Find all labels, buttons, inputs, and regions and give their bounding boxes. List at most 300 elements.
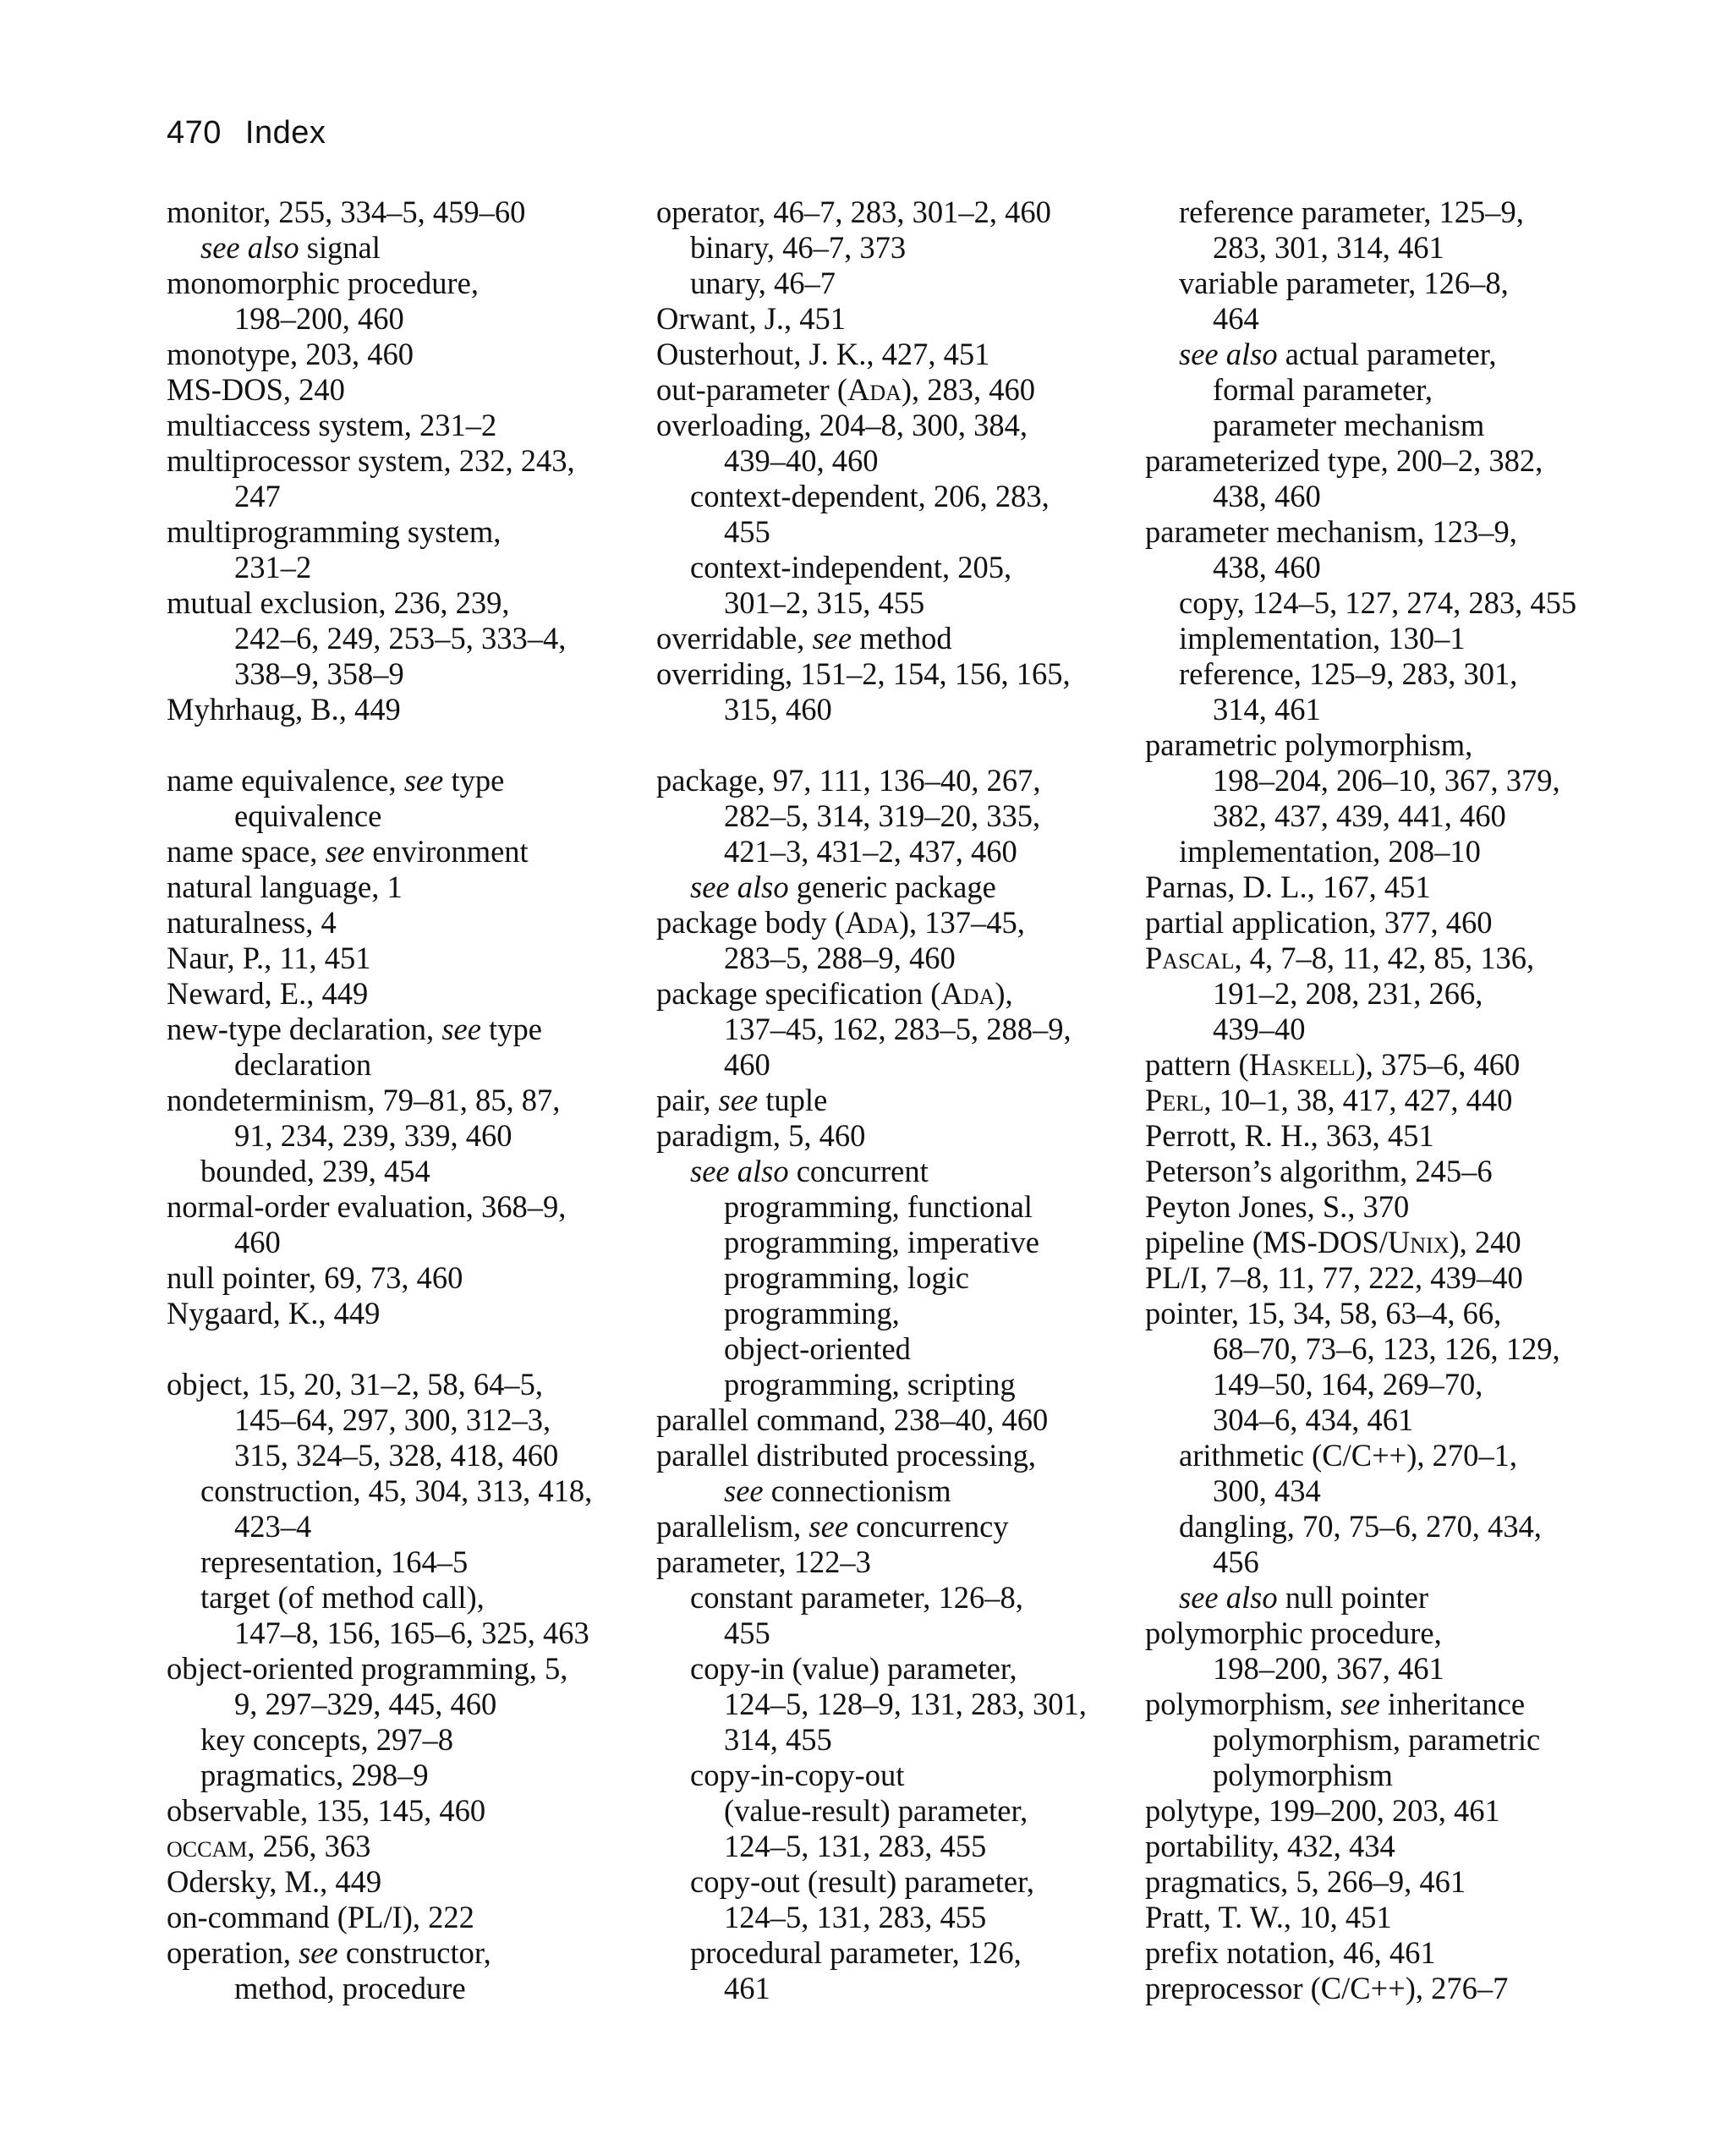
index-text: 198–200, 367, 461 — [1213, 1651, 1444, 1686]
index-text: portability, 432, 434 — [1145, 1829, 1395, 1863]
index-text: key concepts, 297–8 — [200, 1722, 454, 1757]
index-entry-line — [656, 1473, 1130, 1509]
index-text: ), 137–45, — [898, 905, 1025, 940]
index-entry-line — [656, 976, 1130, 1012]
index-text: parallelism, — [656, 1509, 809, 1544]
index-entry-line — [1145, 1971, 1636, 2006]
index-entry-line — [167, 585, 623, 621]
index-text: , 4, 7–8, 11, 42, 85, 136, — [1234, 941, 1535, 975]
index-text: object-oriented — [724, 1331, 911, 1366]
index-entry-line — [656, 1083, 1130, 1118]
index-text: monotype, 203, 460 — [167, 337, 414, 371]
header-title: Index — [244, 115, 326, 151]
index-text: declaration — [234, 1047, 372, 1082]
index-entry-line — [1145, 798, 1636, 834]
index-entry-line — [167, 834, 623, 870]
index-entry-line — [167, 1971, 623, 2006]
index-entry-line — [1145, 550, 1636, 585]
index-text: Peterson’s algorithm, 245–6 — [1145, 1154, 1493, 1188]
index-text: 191–2, 208, 231, 266, — [1213, 976, 1483, 1011]
index-text: package body ( — [656, 905, 845, 940]
index-text: Ada — [940, 976, 995, 1011]
index-entry-line — [167, 1509, 623, 1544]
index-text: 461 — [724, 1971, 770, 2005]
index-text: copy-in-copy-out — [690, 1758, 905, 1792]
index-entry-line — [1145, 1616, 1636, 1651]
index-text: 456 — [1213, 1544, 1259, 1579]
index-text: Unix — [1387, 1225, 1450, 1259]
index-text: 464 — [1213, 301, 1259, 336]
index-text: Haskell — [1248, 1047, 1356, 1082]
index-entry-line — [1145, 1083, 1636, 1118]
index-entry-line — [1145, 301, 1636, 337]
index-text: programming, logic — [724, 1260, 969, 1295]
index-entry-line — [167, 1758, 623, 1793]
index-text: programming, scripting — [724, 1367, 1016, 1402]
index-entry-line — [167, 1544, 623, 1580]
index-entry-line — [1145, 195, 1636, 230]
index-text: natural language, 1 — [167, 870, 403, 904]
index-entry-line — [656, 798, 1130, 834]
index-entry-line — [656, 230, 1130, 266]
index-text: polymorphic procedure, — [1145, 1616, 1442, 1650]
index-entry-line — [1145, 692, 1636, 727]
index-text: programming, — [724, 1296, 900, 1330]
index-entry-line — [1145, 621, 1636, 656]
index-entry-line — [656, 621, 1130, 656]
index-entry-line — [167, 408, 623, 443]
index-text: implementation, 130–1 — [1179, 621, 1466, 656]
index-text: 304–6, 434, 461 — [1213, 1402, 1414, 1437]
index-entry-line — [167, 1154, 623, 1189]
index-text: object, 15, 20, 31–2, 58, 64–5, — [167, 1367, 544, 1402]
index-text: MS-DOS, 240 — [167, 372, 345, 407]
index-entry-line — [1145, 1189, 1636, 1225]
index-entry-line — [656, 195, 1130, 230]
index-text: , 10–1, 38, 417, 427, 440 — [1203, 1083, 1513, 1117]
index-entry-line — [167, 1367, 623, 1402]
index-text: concurrency — [848, 1509, 1009, 1544]
index-entry-line — [167, 337, 623, 372]
index-entry-line — [656, 870, 1130, 905]
index-text: 314, 455 — [724, 1722, 832, 1757]
index-text: see — [1340, 1687, 1380, 1721]
index-text: 423–4 — [234, 1509, 312, 1544]
index-text: package, 97, 111, 136–40, 267, — [656, 763, 1041, 798]
index-text: 438, 460 — [1213, 479, 1321, 513]
index-entry-line — [656, 1900, 1130, 1935]
index-text: 439–40, 460 — [724, 443, 879, 478]
index-entry-line — [656, 1225, 1130, 1260]
index-text: environment — [364, 834, 529, 869]
index-entry-line — [1145, 1473, 1636, 1509]
index-text: equivalence — [234, 798, 382, 833]
index-text: see — [718, 1083, 759, 1117]
index-text: see — [724, 1473, 764, 1508]
index-entry-line — [656, 550, 1130, 585]
index-text: 460 — [234, 1225, 281, 1259]
index-text: 338–9, 358–9 — [234, 656, 404, 691]
index-entry-line — [1145, 763, 1636, 798]
index-entry-line — [1145, 1438, 1636, 1473]
index-entry-line — [167, 1900, 623, 1935]
index-text: normal-order evaluation, 368–9, — [167, 1189, 567, 1224]
index-entry-line — [656, 1935, 1130, 1971]
index-entry-line — [656, 443, 1130, 479]
index-text: see also — [690, 870, 789, 904]
index-entry-line — [1145, 372, 1636, 408]
index-text: partial application, 377, 460 — [1145, 905, 1493, 940]
index-entry-line — [1145, 1509, 1636, 1544]
index-text: polymorphism, — [1145, 1687, 1341, 1721]
index-entry-line — [167, 1083, 623, 1118]
index-entry-line — [1145, 408, 1636, 443]
index-entry-line — [167, 1616, 623, 1651]
index-text: Odersky, M., 449 — [167, 1864, 382, 1899]
index-text: reference, 125–9, 283, 301, — [1179, 656, 1518, 691]
index-entry-line — [167, 1687, 623, 1722]
index-text: monomorphic procedure, — [167, 266, 479, 300]
index-entry-line — [1145, 1544, 1636, 1580]
index-entry-line — [1145, 941, 1636, 976]
index-entry-line — [1145, 1580, 1636, 1616]
index-entry-line — [167, 372, 623, 408]
index-entry-line — [167, 1260, 623, 1296]
index-text: 314, 461 — [1213, 692, 1321, 727]
index-entry-line — [1145, 1012, 1636, 1047]
index-text: Nygaard, K., 449 — [167, 1296, 381, 1330]
index-entry-line — [167, 656, 623, 692]
index-text: operation, — [167, 1935, 299, 1970]
index-text: 68–70, 73–6, 123, 126, 129, — [1213, 1331, 1560, 1366]
index-text: 124–5, 131, 283, 455 — [724, 1900, 987, 1934]
index-text: preprocessor (C/C++), 276–7 — [1145, 1971, 1509, 2005]
index-text: pragmatics, 298–9 — [200, 1758, 429, 1792]
index-text: concurrent — [788, 1154, 929, 1188]
index-entry-line — [656, 514, 1130, 550]
index-entry-line — [1145, 1331, 1636, 1367]
index-entry-line — [167, 1047, 623, 1083]
index-entry-line — [167, 692, 623, 727]
index-text: unary, 46–7 — [690, 266, 836, 300]
index-text: constructor, — [337, 1935, 491, 1970]
index-entry-line — [167, 1580, 623, 1616]
index-entry-line — [656, 266, 1130, 301]
index-text: nondeterminism, 79–81, 85, 87, — [167, 1083, 561, 1117]
index-entry-line — [167, 763, 623, 798]
index-entry-line — [167, 1225, 623, 1260]
index-entry-line — [656, 1367, 1130, 1402]
index-entry-line — [656, 479, 1130, 514]
index-entry-line — [1145, 1402, 1636, 1438]
index-entry-line — [656, 1722, 1130, 1758]
index-text: new-type declaration, — [167, 1012, 442, 1046]
index-text: see — [403, 763, 444, 798]
index-entry-line — [656, 1687, 1130, 1722]
index-entry-line — [1145, 1900, 1636, 1935]
index-text: 283, 301, 314, 461 — [1213, 230, 1444, 265]
index-entry-line — [656, 1260, 1130, 1296]
index-text: monitor, 255, 334–5, 459–60 — [167, 195, 526, 229]
index-text: Ousterhout, J. K., 427, 451 — [656, 337, 990, 371]
index-text: 283–5, 288–9, 460 — [724, 941, 956, 975]
index-text: see also — [200, 230, 299, 265]
index-entry-line — [1145, 1047, 1636, 1083]
index-text: formal parameter, — [1213, 372, 1433, 407]
index-text: pipeline (MS-DOS/ — [1145, 1225, 1388, 1259]
index-text: see also — [690, 1154, 789, 1188]
index-text: 455 — [724, 514, 770, 549]
index-text: 315, 324–5, 328, 418, 460 — [234, 1438, 559, 1473]
index-text: Pratt, T. W., 10, 451 — [1145, 1900, 1392, 1934]
index-text: context-dependent, 206, 283, — [690, 479, 1050, 513]
index-entry-line — [656, 1296, 1130, 1331]
index-entry-line — [656, 337, 1130, 372]
index-text: ), 375–6, 460 — [1355, 1047, 1521, 1082]
index-entry-line — [167, 514, 623, 550]
index-text: 124–5, 128–9, 131, 283, 301, — [724, 1687, 1087, 1721]
index-entry-line — [1145, 1864, 1636, 1900]
index-text: 247 — [234, 479, 281, 513]
index-text: 315, 460 — [724, 692, 832, 727]
index-entry-line — [656, 1118, 1130, 1154]
index-text: null pointer — [1277, 1580, 1428, 1615]
index-entry-line — [167, 479, 623, 514]
index-entry-line — [1145, 870, 1636, 905]
index-text: type — [443, 763, 505, 798]
index-entry-line — [656, 1047, 1130, 1083]
index-text: 300, 434 — [1213, 1473, 1321, 1508]
index-entry-line — [656, 1971, 1130, 2006]
index-text: 301–2, 315, 455 — [724, 585, 925, 620]
index-entry-line — [1145, 1118, 1636, 1154]
index-entry-line — [167, 905, 623, 941]
index-entry-line — [656, 1616, 1130, 1651]
index-text: generic package — [788, 870, 996, 904]
index-text: signal — [299, 230, 381, 265]
index-entry-line — [1145, 1154, 1636, 1189]
index-entry-line — [656, 1544, 1130, 1580]
index-text: binary, 46–7, 373 — [690, 230, 907, 265]
index-entry-line — [1145, 1793, 1636, 1829]
index-text: observable, 135, 145, 460 — [167, 1793, 486, 1828]
index-text: 137–45, 162, 283–5, 288–9, — [724, 1012, 1072, 1046]
index-entry-line — [656, 1793, 1130, 1829]
index-text: Peyton Jones, S., 370 — [1145, 1189, 1410, 1224]
index-text: parameterized type, 200–2, 382, — [1145, 443, 1543, 478]
index-text: target (of method call), — [200, 1580, 485, 1615]
index-text: pair, — [656, 1083, 719, 1117]
index-entry-line — [656, 1438, 1130, 1473]
index-text: 9, 297–329, 445, 460 — [234, 1687, 497, 1721]
index-entry-line — [167, 301, 623, 337]
index-entry-line — [1145, 443, 1636, 479]
index-text: name space, — [167, 834, 326, 869]
index-text: 438, 460 — [1213, 550, 1321, 584]
index-entry-line — [656, 372, 1130, 408]
index-entry-line — [656, 656, 1130, 692]
index-text: multiaccess system, 231–2 — [167, 408, 497, 442]
index-text: variable parameter, 126–8, — [1179, 266, 1509, 300]
index-text: 382, 437, 439, 441, 460 — [1213, 798, 1506, 833]
index-text: out-parameter ( — [656, 372, 847, 407]
index-entry-line — [1145, 1296, 1636, 1331]
index-entry-line — [1145, 976, 1636, 1012]
page-number: 470 — [167, 115, 222, 151]
index-entry-line — [1145, 585, 1636, 621]
index-text: multiprocessor system, 232, 243, — [167, 443, 575, 478]
index-text: 149–50, 164, 269–70, — [1213, 1367, 1483, 1402]
index-entry-line — [1145, 479, 1636, 514]
index-text: dangling, 70, 75–6, 270, 434, — [1179, 1509, 1542, 1544]
index-entry-line — [167, 1189, 623, 1225]
index-entry-line — [656, 1189, 1130, 1225]
index-entry-line — [167, 1438, 623, 1473]
index-entry-line — [167, 1864, 623, 1900]
index-entry-line — [656, 1331, 1130, 1367]
index-entry-line — [1145, 514, 1636, 550]
index-text: parameter, 122–3 — [656, 1544, 871, 1579]
index-entry-line — [1145, 656, 1636, 692]
index-text: 242–6, 249, 253–5, 333–4, — [234, 621, 567, 656]
index-text: multiprogramming system, — [167, 514, 502, 549]
index-entry-line — [1145, 834, 1636, 870]
index-entry-line — [656, 1758, 1130, 1793]
index-text: polymorphism — [1213, 1758, 1393, 1792]
index-entry-line — [167, 1402, 623, 1438]
index-text: procedural parameter, 126, — [690, 1935, 1022, 1970]
index-text: see — [808, 1509, 849, 1544]
index-text: Orwant, J., 451 — [656, 301, 847, 336]
index-entry-line — [1145, 1225, 1636, 1260]
index-entry-line — [1145, 1829, 1636, 1864]
index-text: see also — [1179, 337, 1278, 371]
index-text: connectionism — [763, 1473, 951, 1508]
index-text: Ada — [847, 372, 902, 407]
index-text: see also — [1179, 1580, 1278, 1615]
index-text: representation, 164–5 — [200, 1544, 469, 1579]
index-entry-line — [656, 1580, 1130, 1616]
index-text: 147–8, 156, 165–6, 325, 463 — [234, 1616, 589, 1650]
index-text: 282–5, 314, 319–20, 335, — [724, 798, 1041, 833]
index-text: PL/I, 7–8, 11, 77, 222, 439–40 — [1145, 1260, 1523, 1295]
index-text: Parnas, D. L., 167, 451 — [1145, 870, 1431, 904]
index-entry-line — [167, 1118, 623, 1154]
index-text: method, procedure — [234, 1971, 466, 2005]
index-entry-line — [167, 870, 623, 905]
index-text: see — [299, 1935, 338, 1970]
index-text: 198–204, 206–10, 367, 379, — [1213, 763, 1560, 798]
index-text: parametric polymorphism, — [1145, 727, 1473, 762]
index-entry-line — [656, 585, 1130, 621]
index-entry-line — [1145, 1758, 1636, 1793]
index-text: constant parameter, 126–8, — [690, 1580, 1023, 1615]
index-text: see — [812, 621, 852, 656]
index-text: occam — [167, 1829, 248, 1863]
index-entry-line — [1145, 266, 1636, 301]
index-text: inheritance — [1379, 1687, 1526, 1721]
index-text: overridable, — [656, 621, 813, 656]
index-text: Neward, E., 449 — [167, 976, 369, 1011]
index-text: parallel distributed processing, — [656, 1438, 1037, 1473]
index-text: reference parameter, 125–9, — [1179, 195, 1524, 229]
index-text: bounded, 239, 454 — [200, 1154, 430, 1188]
index-text: Pascal — [1145, 941, 1235, 975]
index-text: mutual exclusion, 236, 239, — [167, 585, 510, 620]
index-entry-line — [167, 1473, 623, 1509]
index-text: parameter mechanism — [1213, 408, 1485, 442]
index-text: 460 — [724, 1047, 770, 1082]
index-text: polytype, 199–200, 203, 461 — [1145, 1793, 1500, 1828]
index-entry-line — [167, 1793, 623, 1829]
index-text: copy, 124–5, 127, 274, 283, 455 — [1179, 585, 1577, 620]
index-text: overloading, 204–8, 300, 384, — [656, 408, 1028, 442]
index-text: , 256, 363 — [247, 1829, 371, 1863]
index-entry-line — [1145, 727, 1636, 763]
index-text: (value-result) parameter, — [724, 1793, 1028, 1828]
index-entry-line — [656, 763, 1130, 798]
index-text: 231–2 — [234, 550, 312, 584]
index-entry-line — [1145, 1651, 1636, 1687]
index-text: 455 — [724, 1616, 770, 1650]
index-text: on-command (PL/I), 222 — [167, 1900, 474, 1934]
index-entry-line — [656, 1651, 1130, 1687]
index-entry-line — [656, 301, 1130, 337]
index-text: type — [480, 1012, 542, 1046]
index-entry-line — [167, 798, 623, 834]
index-text: ), 283, 460 — [901, 372, 1036, 407]
index-entry-line — [167, 941, 623, 976]
index-entry-line — [167, 195, 623, 230]
index-text: context-independent, 205, — [690, 550, 1012, 584]
index-text: pragmatics, 5, 266–9, 461 — [1145, 1864, 1466, 1899]
index-entry-line — [167, 621, 623, 656]
index-text: programming, functional — [724, 1189, 1033, 1224]
index-text: copy-out (result) parameter, — [690, 1864, 1034, 1899]
index-text: 421–3, 431–2, 437, 460 — [724, 834, 1017, 869]
index-entry-line — [167, 1829, 623, 1864]
index-entry-line — [167, 976, 623, 1012]
index-entry-line — [1145, 905, 1636, 941]
index-text: 439–40 — [1213, 1012, 1306, 1046]
index-spacer — [167, 1331, 623, 1367]
index-entry-line — [656, 692, 1130, 727]
index-entry-line — [167, 550, 623, 585]
index-text: tuple — [758, 1083, 828, 1117]
index-spacer — [656, 727, 1130, 763]
index-entry-line — [656, 1864, 1130, 1900]
index-text: prefix notation, 46, 461 — [1145, 1935, 1436, 1970]
index-entry-line — [656, 834, 1130, 870]
index-text: parallel command, 238–40, 460 — [656, 1402, 1049, 1437]
index-text: Naur, P., 11, 451 — [167, 941, 371, 975]
index-entry-line — [167, 1722, 623, 1758]
index-entry-line — [656, 1402, 1130, 1438]
index-entry-line — [167, 1012, 623, 1047]
index-text: package specification ( — [656, 976, 941, 1011]
running-header — [167, 115, 326, 151]
index-entry-line — [656, 905, 1130, 941]
index-text: 124–5, 131, 283, 455 — [724, 1829, 987, 1863]
index-text: Ada — [844, 905, 899, 940]
index-text: ), — [995, 976, 1013, 1011]
index-entry-line — [1145, 1260, 1636, 1296]
index-text: name equivalence, — [167, 763, 404, 798]
index-entry-line — [167, 1651, 623, 1687]
index-text: method — [852, 621, 952, 656]
index-text: see — [325, 834, 365, 869]
index-text: naturalness, 4 — [167, 905, 337, 940]
